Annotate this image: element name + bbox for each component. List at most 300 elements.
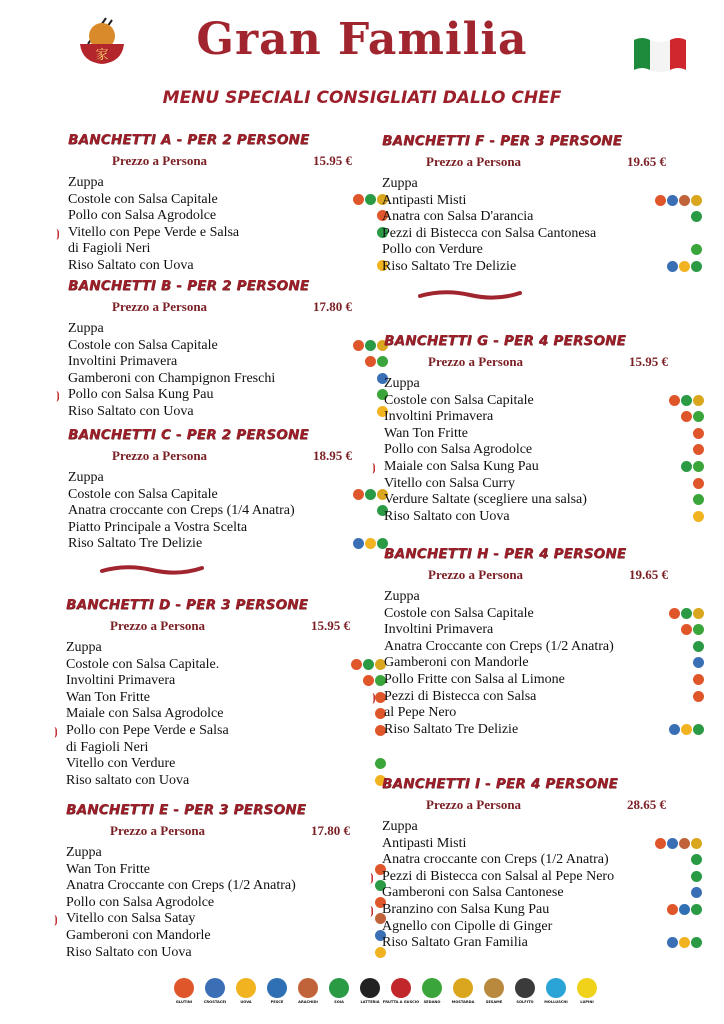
- allergen-icons: [363, 675, 386, 686]
- price-label: Prezzo a Persona: [428, 567, 524, 582]
- dish-name: Anatra croccante con Creps (1/4 Anatra): [68, 503, 295, 519]
- lupini-icon: [577, 978, 597, 998]
- legend-label: CROSTACEI: [203, 1000, 227, 1004]
- dish-name: Wan Ton Fritte: [66, 689, 150, 705]
- pesce-icon: [679, 904, 690, 915]
- allergen-icons: [669, 608, 704, 619]
- dish-item: [382, 209, 702, 226]
- glutini-icon: [681, 624, 692, 635]
- dish-list: [382, 176, 702, 276]
- price-value: 17.80 €: [311, 823, 350, 838]
- crostacei-icon: [669, 724, 680, 735]
- dish-name: Gamberoni con Mandorle: [384, 655, 529, 671]
- legend-label: SOIA: [334, 1000, 344, 1004]
- section-title: BANCHETTI A - PER 2 PERSONE: [68, 132, 310, 148]
- price-label: Prezzo a Persona: [112, 448, 208, 463]
- dish-item: [66, 740, 386, 757]
- dish-name: Costole con Salsa Capitale: [68, 337, 218, 353]
- crostacei-icon: [667, 195, 678, 206]
- price-value: 15.95 €: [313, 153, 352, 168]
- dish-item: [382, 242, 702, 259]
- dish-name: Anatra croccante con Creps (1/2 Anatra): [382, 852, 609, 868]
- dish-item: [384, 509, 704, 526]
- price-value: 15.95 €: [629, 354, 668, 369]
- price-value: 19.65 €: [627, 154, 666, 169]
- dish-name: Anatra Croccante con Creps (1/2 Anatra): [66, 878, 296, 894]
- dish-name: Vitello con Salsa Satay: [66, 911, 196, 927]
- arachidi-icon: [679, 838, 690, 849]
- glutini-icon: [667, 904, 678, 915]
- dish-name: Costole con Salsa Capitale: [68, 191, 218, 207]
- dish-item: [372, 688, 704, 706]
- dish-item: [68, 175, 388, 192]
- price-label: Prezzo a Persona: [110, 618, 206, 633]
- allergen-icons: [681, 624, 704, 635]
- banquet-h: [372, 546, 704, 738]
- dish-name: Pollo con Salsa Agrodolce: [68, 208, 217, 224]
- dish-name: Costole con Salsa Capitale: [384, 392, 534, 408]
- glutini-icon: [681, 411, 692, 422]
- allergen-icons: [375, 758, 386, 769]
- dish-item: [68, 371, 388, 388]
- allergen-icons: [693, 428, 704, 439]
- legend-label: UOVA: [240, 1000, 252, 1004]
- dish-name: Agnello con Cipolle di Ginger: [382, 918, 553, 934]
- section-title: BANCHETTI B - PER 2 PERSONE: [68, 278, 310, 294]
- dish-name: Riso Saltato Tre Delizie: [384, 721, 519, 737]
- allergen-icons: [655, 838, 702, 849]
- dish-name: Vitello con Verdure: [66, 756, 176, 772]
- dish-name: Pezzi di Bistecca con Salsa Cantonesa: [382, 225, 597, 241]
- legend-pesce: [265, 978, 289, 1004]
- dish-name: di Fagioli Neri: [68, 241, 151, 257]
- menu-subtitle: MENU SPECIALI CONSIGLIATI DALLO CHEF: [162, 88, 562, 108]
- dish-name: Gamberoni con Mandorle: [66, 927, 211, 943]
- latteria-icon: [360, 978, 380, 998]
- banquet-d: [54, 597, 386, 789]
- dish-item: [382, 193, 702, 210]
- dish-item: [382, 226, 702, 243]
- dish-name: Involtini Primavera: [384, 409, 494, 425]
- dish-item: [66, 640, 386, 657]
- legend-latteria: [358, 978, 382, 1004]
- glutini-icon: [669, 395, 680, 406]
- price-label: Prezzo a Persona: [112, 153, 208, 168]
- dish-name: Riso Saltato con Uova: [384, 508, 510, 524]
- soia-icon: [691, 211, 702, 222]
- soia-icon: [693, 641, 704, 652]
- dish-name: Verdure Saltate (scegliere una salsa): [384, 492, 587, 508]
- uova-icon: [681, 724, 692, 735]
- dish-item: [68, 321, 388, 338]
- legend-glutini: [172, 978, 196, 1004]
- mostarda-icon: [693, 608, 704, 619]
- allergen-icons: [693, 657, 704, 668]
- dish-name: Zuppa: [384, 589, 420, 604]
- chili-icon: ⦘: [372, 461, 376, 474]
- legend-label: LATTERIA: [360, 1000, 380, 1004]
- sedano-icon: [693, 461, 704, 472]
- soia-icon: [691, 904, 702, 915]
- section-title: BANCHETTI I - PER 4 PERSONE: [382, 776, 618, 792]
- chili-icon: ⦘: [370, 904, 374, 917]
- allergen-icons: [667, 937, 702, 948]
- dish-name: Pezzi di Bistecca con Salsal al Pepe Nero: [382, 868, 615, 884]
- crostacei-icon: [667, 937, 678, 948]
- dish-item: [382, 819, 702, 836]
- crostacei-icon: [693, 657, 704, 668]
- dish-name: Zuppa: [66, 640, 102, 655]
- price-value: 18.95 €: [313, 448, 352, 463]
- uova-icon: [693, 511, 704, 522]
- sedano-icon: [693, 411, 704, 422]
- dish-item: [68, 208, 388, 225]
- dish-name: Costole con Salsa Capitale: [68, 486, 218, 502]
- dish-item: [384, 622, 704, 639]
- section-title: BANCHETTI H - PER 4 PERSONE: [384, 546, 627, 562]
- dish-item: [384, 442, 704, 459]
- dish-name: Wan Ton Fritte: [384, 425, 468, 441]
- dish-name: Zuppa: [68, 175, 104, 190]
- allergen-icons: [693, 478, 704, 489]
- allergen-icons: [669, 395, 704, 406]
- glutini-icon: [693, 478, 704, 489]
- dish-item: [68, 404, 388, 421]
- pesce-icon: [267, 978, 287, 998]
- legend-mostarda: [451, 978, 475, 1004]
- dish-item: [384, 655, 704, 672]
- allergen-icons: [351, 659, 386, 670]
- dish-name: Riso Saltato Tre Delizie: [68, 536, 203, 552]
- dish-item: [384, 426, 704, 443]
- divider-right: [418, 289, 522, 301]
- allergen-icons: [669, 724, 704, 735]
- legend-lupini: [575, 978, 599, 1004]
- dish-name: Involtini Primavera: [68, 354, 178, 370]
- price-label: Prezzo a Persona: [428, 354, 524, 369]
- soia-icon: [681, 395, 692, 406]
- legend-label: MOSTARDA: [451, 1000, 475, 1004]
- soia-icon: [693, 724, 704, 735]
- dish-name: Pollo con Salsa Kung Pau: [68, 387, 214, 403]
- dish-item: [68, 338, 388, 355]
- dish-item: [384, 376, 704, 393]
- soia-icon: [691, 261, 702, 272]
- soia-icon: [365, 489, 376, 500]
- glutini-icon: [693, 444, 704, 455]
- banquet-f: [382, 133, 702, 276]
- dish-name: Maiale con Salsa Agrodolce: [66, 706, 224, 722]
- banquet-a: [56, 132, 388, 275]
- glutini-icon: [353, 489, 364, 500]
- chili-icon: ⦘: [56, 390, 60, 403]
- dish-name: Riso Saltato con Uova: [68, 257, 194, 273]
- dish-list: [54, 640, 386, 789]
- mostarda-icon: [691, 195, 702, 206]
- allergen-icons: [681, 461, 704, 472]
- dish-name: Vitello con Salsa Curry: [384, 475, 515, 491]
- allergen-icons: [681, 411, 704, 422]
- dish-list: [372, 376, 704, 525]
- legend-label: LUPINI: [580, 1000, 594, 1004]
- dish-item: [66, 673, 386, 690]
- price-row: [426, 797, 666, 813]
- dish-item: [382, 935, 702, 952]
- legend-uova: [234, 978, 258, 1004]
- section-title: BANCHETTI C - PER 2 PERSONE: [68, 427, 309, 443]
- legend-sedano: [420, 978, 444, 1004]
- dish-item: [370, 901, 702, 919]
- dish-name: Zuppa: [382, 176, 418, 191]
- price-row: [110, 618, 350, 634]
- sesamo-icon: [484, 978, 504, 998]
- dish-item: [372, 458, 704, 476]
- mostarda-icon: [453, 978, 473, 998]
- dish-item: [384, 722, 704, 739]
- dish-name: Maiale con Salsa Kung Pau: [384, 458, 539, 474]
- glutini-icon: [655, 838, 666, 849]
- dish-name: Riso Saltato con Uova: [66, 944, 192, 960]
- dish-item: [382, 176, 702, 193]
- legend-label: SESAME: [485, 1000, 503, 1004]
- dish-item: [54, 911, 386, 928]
- glutini-icon: [351, 659, 362, 670]
- chili-icon: ⦘: [54, 914, 58, 927]
- sedano-icon: [375, 758, 386, 769]
- price-row: [112, 299, 352, 315]
- dish-item: [384, 672, 704, 689]
- legend-crostacei: [203, 978, 227, 1004]
- price-value: 19.65 €: [629, 567, 668, 582]
- dish-item: [66, 690, 386, 707]
- dish-name: Vitello con Pepe Verde e Salsa: [68, 224, 240, 240]
- allergen-legend: [172, 978, 599, 1004]
- dish-item: [66, 657, 386, 674]
- dish-item: [56, 224, 388, 242]
- dish-item: [66, 928, 386, 945]
- glutini-icon: [655, 195, 666, 206]
- dish-name: Antipasti Misti: [382, 835, 467, 851]
- glutini-icon: [669, 608, 680, 619]
- dish-name: Piatto Principale a Vostra Scelta: [68, 519, 248, 535]
- section-title: BANCHETTI F - PER 3 PERSONE: [382, 133, 623, 149]
- dish-list: [370, 819, 702, 952]
- dish-name: Gamberoni con Champignon Freschi: [68, 370, 276, 386]
- price-row: [428, 567, 668, 583]
- glutini-icon: [693, 674, 704, 685]
- crostacei-icon: [667, 261, 678, 272]
- allergen-icons: [353, 538, 388, 549]
- legend-label: SOLFITO: [516, 1000, 534, 1004]
- allergen-icons: [693, 511, 704, 522]
- legend-label: GLUTINI: [175, 1000, 193, 1004]
- dish-name: Branzino con Salsa Kung Pau: [382, 901, 550, 917]
- dish-name: Zuppa: [384, 376, 420, 391]
- dish-list: [54, 845, 386, 961]
- soia-icon: [329, 978, 349, 998]
- allergen-icons: [691, 854, 702, 865]
- dish-item: [384, 492, 704, 509]
- soia-icon: [681, 608, 692, 619]
- chili-icon: ⦘: [56, 227, 60, 240]
- price-row: [112, 153, 352, 169]
- price-row: [428, 354, 668, 370]
- crostacei-icon: [667, 838, 678, 849]
- dish-name: Zuppa: [68, 470, 104, 485]
- glutini-icon: [693, 428, 704, 439]
- price-row: [112, 448, 352, 464]
- logo-char: 家: [95, 47, 109, 62]
- allergen-icons: [667, 261, 702, 272]
- soia-icon: [365, 340, 376, 351]
- banquet-c: [68, 427, 388, 553]
- dish-item: [66, 878, 386, 895]
- glutini-icon: [174, 978, 194, 998]
- glutini-icon: [353, 340, 364, 351]
- allergen-icons: [691, 871, 702, 882]
- uova-icon: [679, 937, 690, 948]
- glutini-icon: [365, 356, 376, 367]
- legend-label: ARACHIDI: [298, 1000, 318, 1004]
- dish-name: Pezzi di Bistecca con Salsa: [384, 688, 537, 704]
- soia-icon: [691, 871, 702, 882]
- dish-name: Zuppa: [382, 819, 418, 834]
- dish-item: [66, 862, 386, 879]
- allergen-icons: [693, 444, 704, 455]
- price-value: 28.65 €: [627, 797, 666, 812]
- italian-flag-icon: [632, 36, 688, 72]
- arachidi-icon: [679, 195, 690, 206]
- dish-name: di Fagioli Neri: [66, 739, 149, 755]
- dish-item: [68, 536, 388, 553]
- uova-icon: [236, 978, 256, 998]
- allergen-icons: [691, 244, 702, 255]
- allergen-icons: [691, 887, 702, 898]
- dish-list: [56, 175, 388, 275]
- chili-icon: ⦘: [54, 725, 58, 738]
- mostarda-icon: [693, 395, 704, 406]
- allergen-icons: [693, 674, 704, 685]
- divider-left: [100, 564, 204, 576]
- molluschi-icon: [546, 978, 566, 998]
- chili-icon: ⦘: [370, 871, 374, 884]
- crostacei-icon: [205, 978, 225, 998]
- sedano-icon: [691, 244, 702, 255]
- legend-soia: [327, 978, 351, 1004]
- dish-item: [68, 503, 388, 520]
- dish-list: [68, 470, 388, 553]
- allergen-icons: [353, 340, 388, 351]
- dish-name: Antipasti Misti: [382, 192, 467, 208]
- allergen-icons: [655, 195, 702, 206]
- dish-name: Pollo con Pepe Verde e Salsa: [66, 722, 229, 738]
- dish-item: [68, 470, 388, 487]
- sedano-icon: [422, 978, 442, 998]
- legend-label: FRUTTA A GUSCIO: [382, 1000, 420, 1004]
- allergen-icons: [693, 691, 704, 702]
- dish-item: [382, 852, 702, 869]
- banquet-b: [56, 278, 388, 421]
- dish-item: [370, 868, 702, 886]
- legend-label: MOLLUSCHI: [544, 1000, 568, 1004]
- dish-item: [384, 589, 704, 606]
- dish-name: Zuppa: [68, 321, 104, 336]
- dish-item: [54, 722, 386, 740]
- sedano-icon: [693, 494, 704, 505]
- uova-icon: [365, 538, 376, 549]
- price-label: Prezzo a Persona: [110, 823, 206, 838]
- dish-name: Riso Saltato Gran Familia: [382, 935, 528, 951]
- dish-item: [382, 259, 702, 276]
- dish-item: [68, 192, 388, 209]
- dish-item: [66, 945, 386, 962]
- frutta-a-guscio-icon: [391, 978, 411, 998]
- dish-item: [384, 705, 704, 722]
- price-row: [426, 154, 666, 170]
- dish-name: Pollo con Salsa Agrodolce: [66, 894, 215, 910]
- dish-name: Gamberoni con Salsa Cantonese: [382, 885, 564, 901]
- price-label: Prezzo a Persona: [426, 154, 522, 169]
- dish-name: Anatra Croccante con Creps (1/2 Anatra): [384, 638, 614, 654]
- dish-item: [68, 520, 388, 537]
- dish-item: [68, 354, 388, 371]
- allergen-icons: [691, 211, 702, 222]
- dish-name: Riso Saltato Tre Delizie: [382, 258, 517, 274]
- dish-name: Zuppa: [66, 845, 102, 860]
- dish-item: [382, 836, 702, 853]
- dish-item: [382, 919, 702, 936]
- dish-item: [66, 706, 386, 723]
- dish-item: [66, 845, 386, 862]
- banquet-g: [372, 333, 704, 525]
- dish-item: [384, 606, 704, 623]
- legend-frutta-a-guscio: [382, 978, 420, 1004]
- dish-item: [384, 639, 704, 656]
- chili-icon: ⦘: [372, 691, 376, 704]
- legend-sesamo: [482, 978, 506, 1004]
- legend-molluschi: [544, 978, 568, 1004]
- price-label: Prezzo a Persona: [112, 299, 208, 314]
- dish-item: [66, 773, 386, 790]
- soia-icon: [691, 854, 702, 865]
- dish-list: [56, 321, 388, 421]
- dish-item: [384, 393, 704, 410]
- dish-item: [384, 476, 704, 493]
- section-title: BANCHETTI G - PER 4 PERSONE: [384, 333, 626, 349]
- allergen-icons: [693, 494, 704, 505]
- glutini-icon: [693, 691, 704, 702]
- legend-solfito: [513, 978, 537, 1004]
- dish-name: Wan Ton Fritte: [66, 861, 150, 877]
- soia-icon: [363, 659, 374, 670]
- dish-name: Anatra con Salsa D'arancia: [382, 209, 534, 225]
- section-title: BANCHETTI D - PER 3 PERSONE: [66, 597, 309, 613]
- banquet-i: [370, 776, 702, 952]
- allergen-icons: [693, 641, 704, 652]
- dish-name: Riso saltato con Uova: [66, 772, 190, 788]
- price-row: [110, 823, 350, 839]
- legend-label: PESCE: [270, 1000, 284, 1004]
- uova-icon: [679, 261, 690, 272]
- dish-item: [382, 885, 702, 902]
- dish-name: Costole con Salsa Capitale.: [66, 656, 220, 672]
- price-value: 15.95 €: [311, 618, 350, 633]
- solfito-icon: [515, 978, 535, 998]
- glutini-icon: [363, 675, 374, 686]
- dish-item: [384, 409, 704, 426]
- dish-name: Costole con Salsa Capitale: [384, 605, 534, 621]
- mostarda-icon: [691, 838, 702, 849]
